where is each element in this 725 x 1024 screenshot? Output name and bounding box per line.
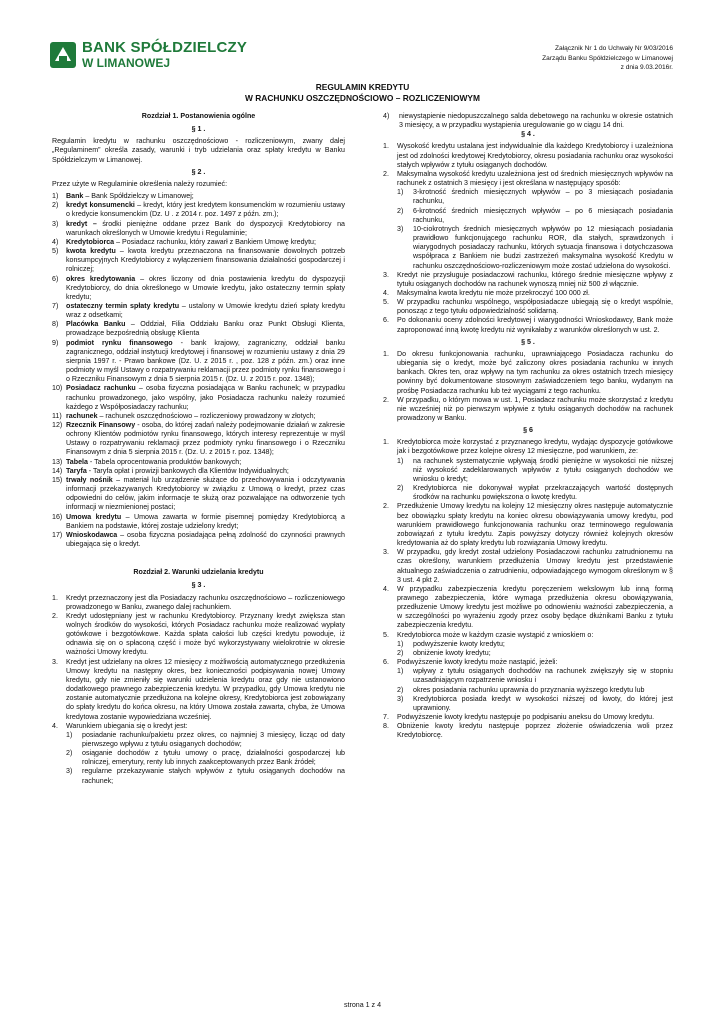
document-title [0, 82, 725, 104]
list-item [52, 201, 345, 219]
item-number: 2) [397, 648, 404, 657]
paragraph-number: § 3 . [191, 581, 206, 590]
item-text: środki pieniężne oddane przez Bank do dyspozycji Kredytobiorcy na warunkach określonych w Umowie kredytu i Regulaminie; [66, 219, 345, 237]
item-number: 9) [52, 338, 59, 347]
defined-term: rachunek [66, 411, 98, 420]
list-item [383, 316, 673, 334]
paragraph-number: § 1 . [191, 125, 206, 134]
item-number: 1) [66, 730, 73, 739]
list-item [52, 412, 345, 421]
sub-list-item [383, 112, 673, 130]
item-number: 1. [52, 593, 58, 602]
item-text: Kredyt jest udzielany na okres 12 miesięcy z możliwością automatycznego przedłużenia Umowy kredytu na następny okres, bez konieczności podpisywania nowej Umowy kredytu, gdy nie zmieniły się warunki udzielenia kredytu oraz gdy nie ustanowiono dodatkowego prawnego zabezpieczenia kredytu. W przypadku, gdy Umowa kredytu nie zostanie automatycznie przedłużona na kolejne okresy, Kredytobiorca jest zobowiązany do spłaty kredytu do końca okresu, na który Umowa została zawarta, chyba, że Umowa kredytowa zostanie wypowiedziana wcześniej. [66, 657, 345, 721]
chapter-heading: Rozdział 1. Postanowienia ogólne [141, 112, 256, 120]
spacer [52, 552, 345, 568]
defined-term: trwały nośnik [66, 475, 113, 484]
sub-list-item [397, 686, 673, 695]
list-item [52, 339, 345, 385]
sub-list-item [66, 731, 345, 749]
defined-term: okres kredytowania [66, 274, 136, 283]
item-text: Warunkiem ubiegania się o kredyt jest: [66, 721, 188, 730]
defined-term: Posiadacz rachunku [66, 384, 136, 393]
list-item [52, 247, 345, 274]
list-item [52, 531, 345, 549]
item-number: 15) [52, 475, 63, 484]
item-number: 1. [383, 142, 389, 151]
item-text: – kwota kredytu przeznaczona na finansowanie dowolnych potrzeb konsumpcyjnych Kredytobiorcy z wyłączeniem finansowania działalności gospodarczej i rolniczej; [66, 247, 345, 274]
item-number: 7. [383, 713, 389, 721]
item-text: - osoba, do której zadań należy podejmowanie działań w zakresie ochrony Klientów podmiotów rynku finansowego, których interesy reprezentuje w myśl Ustawy o rozpatrywaniu reklamacji przez podmioty rynku finansowego i o Rzeczniku Finansowym z dnia 5 sierpnia 2015 r. (Dz. U. z 2015 r. poz. 1348); [66, 421, 346, 457]
item-text: – okres liczony od dnia postawienia kredytu do dyspozycji Kredytobiorcy, do dnia określonego w Umowie kredytu, jako ostateczny termin spłaty kredytu; [66, 274, 345, 301]
item-number: 1. [383, 438, 389, 447]
sub-list [397, 457, 673, 503]
item-text: niewystąpienie niedopuszczalnego salda debetowego na rachunku w okresie ostatnich 3 miesięcy, a w przypadku wystąpienia uregulowanie go w ciągu 14 dni. [399, 112, 673, 130]
list-item [383, 170, 673, 271]
list-item [52, 612, 345, 658]
list-item [52, 658, 345, 722]
item-text: Obniżenie kwoty kredytu następuje poprzez złożenie oświadczenia woli przez Kredytobiorcę. [397, 722, 673, 740]
defined-term: kredyt – [66, 219, 97, 228]
sub-list-item [66, 749, 345, 767]
list-item [383, 722, 673, 740]
left-column [52, 112, 345, 789]
item-number: 1) [397, 639, 404, 648]
item-text: – kredyt, który jest kredytem konsumenckim w rozumieniu ustawy o kredycie konsumenckim (Dz. U . z 2014 r. poz. 1497 z późn. zm.); [66, 201, 345, 219]
list-item [52, 594, 345, 612]
item-number: 3) [397, 224, 404, 233]
paragraph-number: § 6 [523, 426, 533, 435]
defined-term: Kredytobiorca [66, 237, 115, 246]
item-text: obniżenie kwoty kredytu; [413, 648, 491, 657]
item-number: 6) [52, 274, 59, 283]
defined-term: Taryfa [66, 466, 87, 475]
clause-list [383, 350, 673, 423]
right-column [383, 112, 673, 743]
item-number: 17) [52, 530, 63, 539]
item-number: 7) [52, 301, 59, 310]
paragraph-text: Regulamin kredytu w rachunku oszczędnościowo - rozliczeniowym, zwany dalej „Regulaminem” określa zasady, warunki i tryb udzielania oraz spłaty kredytu w Banku Spółdzielczym w Limanowej. [52, 137, 345, 164]
defined-term: Tabela [66, 457, 88, 466]
item-text: – rachunek oszczędnościowo – rozliczeniowy prowadzony w złotych; [97, 411, 316, 420]
item-text: – Posiadacz rachunku, który zawarł z Bankiem Umowę kredytu; [114, 237, 316, 246]
sub-list-item [397, 225, 673, 271]
list-item [383, 502, 673, 548]
item-number: 1) [397, 188, 404, 197]
paragraph-number: § 5 . [521, 337, 535, 346]
item-text: – materiał lub urządzenie służące do przechowywania i odczytywania informacji przekazywanych Kredytobiorcy w związku z Umową o kredyt, przez czas odpowiedni do celów, jakim informacje te służą oraz pozwalające na odtworzenie tych informacji w niezmienionej postaci; [66, 475, 345, 512]
item-number: 3) [397, 694, 404, 703]
item-text: – Umowa zawarta w formie pisemnej pomiędzy Kredytobiorcą a Bankiem na podstawie, której zostaje udzielony kredyt; [66, 512, 345, 530]
item-text: okres posiadania rachunku uprawnia do przyznania wyższego kredytu lub [413, 685, 645, 694]
chapter-heading: Rozdział 2. Warunki udzielania kredytu [133, 568, 264, 577]
item-text: Do okresu funkcjonowania rachunku, uprawniającego Posiadacza rachunku do ubiegania się o kredyt, może być zaliczony okres posiadania rachunku w innych bankach. Okres ten, oraz wpływy na tym rachunku za okres ostatnich trzech miesięcy powinny być dokumentowane stosownym zaświadczeniem tego banku, wydanym na prośbę Posiadacza rachunku lub też wyciągami z tego rachunku. [397, 349, 673, 395]
item-number: 2) [66, 749, 73, 758]
clause-list [52, 192, 345, 549]
item-text: – ustalony w Umowie kredytu dzień spłaty kredytu wraz z odsetkami; [66, 301, 345, 320]
item-number: 1. [383, 349, 389, 358]
clause-list [52, 594, 345, 786]
clause-list [383, 142, 673, 334]
item-text: Maksymalna wysokość kredytu uzależniona jest od średnich miesięcznych wpływów na rachunek z ostatnich 3 miesięcy i jest określana w następujący sposób: [397, 169, 673, 188]
paragraph-text: Przez użyte w Regulaminie określenia należy rozumieć: [52, 179, 228, 188]
item-number: 4) [52, 237, 59, 246]
item-number: 14) [52, 466, 63, 475]
list-item [52, 275, 345, 302]
item-text: wpływy z tytułu osiąganych dochodów na rachunek zwiększyły się w stopniu uzasadniającym rozpatrzenie wniosku i [413, 667, 673, 685]
list-item [383, 396, 673, 423]
sub-list-item [397, 695, 673, 713]
item-text: Po dokonaniu oceny zdolności kredytowej i wiarygodności Wnioskodawcy, Bank może zaproponować inną kwotę kredytu niż wynikałaby z warunków określonych w ust. 2. [397, 316, 673, 334]
logo-line-2: W LIMANOWEJ [82, 56, 170, 70]
item-number: 3. [52, 657, 58, 666]
item-text: W przypadku zabezpieczenia kredytu poręczeniem wekslowym lub inną formą prawnego zabezpieczenia, które wymaga przedłużenia okresu obowiązywania, przedłużenie Umowy kredytu jest możliwe po odnowieniu ważności zabezpieczenia, a w szczególności po wyrażeniu zgody przez osoby będące dłużnikami Banku z tytułu zabezpieczenia kredytu. [397, 584, 673, 630]
item-text: Kredyt nie przysługuje posiadaczowi rachunku, którego średnie miesięczne wpływy z tytułu osiąganych dochodów na rachunek wynoszą mniej niż 500 zł włącznie. [397, 270, 673, 288]
item-text: na rachunek systematycznie wpływają środki pieniężne w wysokości nie niższej niż wysokość zadeklarowanych wpływów z tytułu osiąganych dochodów we wniosku o kredyt; [413, 456, 673, 483]
sub-list-item [397, 484, 673, 502]
defined-term: Rzecznik Finansowy [66, 421, 136, 429]
item-text: posiadanie rachunku/pakietu przez okres, co najmniej 3 miesięcy, licząc od daty pierwszego wpływu z tytułu osiąganych dochodów; [82, 730, 345, 748]
item-number: 3) [52, 219, 59, 228]
sub-list [397, 640, 673, 658]
list-item [52, 302, 345, 320]
list-item [52, 476, 345, 513]
title-line: REGULAMIN KREDYTU [315, 82, 410, 92]
sub-list [66, 731, 345, 786]
item-number: 10) [52, 384, 63, 393]
item-number: 2. [383, 395, 389, 404]
item-text: Kredytobiorca posiada kredyt w wysokości niższej od kwoty, do której jest uprawniony. [413, 694, 673, 712]
attachment-line: z dnia 9.03.2016r. [620, 64, 673, 72]
list-item [52, 467, 345, 476]
item-number: 2) [397, 484, 404, 493]
item-number: 4. [52, 721, 58, 730]
item-number: 2. [52, 611, 58, 620]
defined-term: Placówka Banku [66, 320, 126, 329]
item-number: 1) [52, 192, 59, 201]
sub-list-item [397, 667, 673, 685]
item-text: Kredyt udostępniany jest w rachunku Kredytobiorcy. Przyznany kredyt zwiększa stan wolnych środków do wysokości, których Posiadacz rachunku może realizować wypłaty gotówkowe i bezgotówkowe. Każda spłata całości lub części kredytu powoduje, iż odnawia się on o spłaconą część i może być wykorzystywany wielokrotnie w okresie ważności Umowy kredytu. [66, 611, 345, 657]
bank-logo-mark [50, 42, 76, 68]
list-item [383, 585, 673, 631]
sub-list-item [397, 457, 673, 484]
list-item [383, 289, 673, 298]
sub-list [397, 188, 673, 270]
item-text: Kredytobiorca nie dokonywał wypłat przekraczających wartość dostępnych środków na rachunku powiększona o kwotę kredytu. [413, 484, 673, 502]
paragraph-number: § 2 . [191, 167, 206, 176]
list-item [383, 350, 673, 396]
item-number: 2) [52, 201, 59, 210]
sub-list-item [66, 767, 345, 785]
item-text: – osoba fizyczna posiadająca w Banku rachunek; w przypadku rachunku prowadzonego, jako wspólny, jako Posiadacza rachunku należy rozumieć każdego z Współposiadaczy rachunku; [66, 384, 345, 411]
item-text: W przypadku rachunku wspólnego, współposiadacze ubiegają się o kredyt wspólnie, ponosząc z tego tytułu odpowiedzialność solidarną. [397, 298, 673, 316]
defined-term: Wnioskodawca [66, 530, 118, 539]
item-number: 2) [397, 685, 404, 694]
list-item [52, 513, 345, 531]
list-item [52, 722, 345, 786]
item-number: 8. [383, 722, 389, 731]
list-item [52, 320, 345, 338]
item-number: 12) [52, 421, 63, 429]
title-line: W RACHUNKU OSZCZĘDNOŚCIOWO – ROZLICZENIOWYM [245, 93, 480, 103]
item-text: Kredyt przeznaczony jest dla Posiadaczy rachunku oszczędnościowo – rozliczeniowego prowadzonego w Banku, zwanego dalej rachunkiem. [66, 593, 345, 611]
defined-term: podmiot rynku finansowego [66, 338, 173, 347]
logo-line-1: BANK SPÓŁDZIELCZY [82, 39, 248, 56]
item-text: W przypadku, o którym mowa w ust. 1, Posiadacz rachunku może skorzystać z kredytu nie wcześniej niż po pierwszym wpływie z tytułu osiąganych dochodów na rachunek prowadzony w Banku. [397, 395, 673, 422]
item-text: Przedłużenie Umowy kredytu na kolejny 12 miesięczny okres następuje automatycznie bez obowiązku spłaty kredytu na koniec okresu obowiązywania umowy kredytu, pod warunkiem prawidłowego funkcjonowania rachunku oraz terminowego regulowania zobowiązań z tytułu kredytu. Zapis powyższy dotyczy również kolejnych okresów kredytowania aż do spłaty kredytu lub rozwiązania Umowy kredytu. [397, 502, 673, 548]
list-item [52, 192, 345, 201]
attachment-line: Załącznik Nr 1 do Uchwały Nr 9/03/2016 [554, 45, 673, 52]
item-number: 3. [383, 548, 389, 557]
page-number: strona 1 z 4 [343, 1001, 382, 1009]
item-text: podwyższenie kwoty kredytu; [413, 639, 505, 648]
list-item [383, 548, 673, 585]
item-number: 6. [383, 658, 389, 667]
defined-term: kwota kredytu [66, 247, 116, 256]
item-number: 1) [397, 456, 404, 465]
item-text: 10-ciokrotnych średnich miesięcznych wpływów po 12 miesiącach posiadania prawidłowo funkcjonującego rachunku ROR, dla stałych, sprawdzonych i wiarygodnych posiadaczy rachunku, których sytuacja finansowa i dotychczasowa współpraca z Bankiem nie budzi zastrzeżeń maksymalna wysokość Kredytu w rachunku oszczędnościowo-rozliczeniowym może zostać udzielona do wysokości. [413, 224, 673, 270]
list-item [383, 438, 673, 502]
defined-term: kredyt konsumencki [66, 201, 135, 210]
item-text: Podwyższenie kwoty kredytu następuje po podpisaniu aneksu do Umowy kredytu. [397, 713, 655, 721]
item-number: 5. [383, 630, 389, 639]
item-text: – Oddział, Filia Oddziału Banku oraz Punkt Obsługi Klienta, prowadzące bezpośrednią obsługę Klienta [66, 320, 345, 338]
item-number: 2. [383, 502, 389, 511]
list-item [52, 384, 345, 411]
list-item [52, 220, 345, 238]
item-text: Podwyższenie kwoty kredytu może nastąpić, jeżeli: [397, 658, 558, 667]
item-number: 3) [66, 767, 73, 776]
list-item [383, 298, 673, 316]
item-text: – osoba fizyczna posiadająca pełną zdolność do czynności prawnych ubiegająca się o kredyt. [66, 530, 345, 549]
item-number: 5) [52, 247, 59, 256]
item-text: Maksymalna kwota kredytu nie może przekroczyć 100 000 zł. [397, 288, 590, 297]
item-number: 2) [397, 206, 404, 215]
sub-list-item [397, 649, 673, 658]
item-number: 4. [383, 288, 389, 297]
item-text: – Bank Spółdzielczy w Limanowej; [83, 192, 194, 201]
defined-term: Umowa kredytu [66, 512, 122, 521]
item-text: Wysokość kredytu ustalana jest indywidualnie dla każdego Kredytobiorcy i uzależniona jest od zdolności kredytowej Kredytobiorcy, okresu posiadania rachunku oraz wysokości stałych wpływów z tytułu osiąganych dochodów. [397, 142, 673, 169]
item-text: Kredytobiorca może w każdym czasie wystąpić z wnioskiem o: [397, 630, 594, 639]
sub-list-item [397, 207, 673, 225]
list-item [52, 238, 345, 247]
item-number: 3. [383, 270, 389, 279]
paragraph-number: § 4 . [521, 130, 535, 139]
attachment-note [542, 44, 673, 73]
item-number: 4) [383, 112, 390, 120]
list-item [52, 421, 345, 458]
item-number: 6. [383, 316, 389, 325]
item-number: 4. [383, 584, 389, 593]
item-number: 5. [383, 298, 389, 307]
item-text: - Taryfa opłat i prowizji bankowych dla Klientów Indywidualnych; [86, 466, 289, 475]
list-item [383, 658, 673, 713]
defined-term: ostateczny termin spłaty kredytu [66, 301, 180, 310]
sub-list [397, 667, 673, 713]
attachment-line: Zarządu Banku Spółdzielczego w Limanowej [542, 54, 673, 62]
list-item [383, 631, 673, 658]
item-number: 13) [52, 457, 63, 466]
item-text: - Tabela oprocentowania produktów bankowych; [87, 457, 242, 466]
item-number: 11) [52, 411, 62, 420]
item-text: 6-krotność średnich miesięcznych wpływów – po 6 miesiącach posiadania rachunku, [413, 206, 673, 224]
bank-logo [50, 40, 247, 69]
item-text: W przypadku, gdy kredyt został udzielony Posiadaczowi rachunku zatrudnionemu na czas określony, warunkiem przedłużenia Umowy kredytu jest przedstawienie aktualnego zaświadczenia o zatrudnieniu, odpowiadającego wymogom określonym w § 3 ust. 4 pkt 2. [397, 548, 673, 584]
item-number: 1) [397, 667, 404, 676]
item-text: Kredytobiorca może korzystać z przyznanego kredytu, wydając dyspozycje gotówkowe jak i bezgotówkowe przez kolejne okresy 12 miesięczne, pod warunkiem, że: [397, 438, 673, 456]
item-number: 8) [52, 320, 59, 329]
item-text: osiąganie dochodów z tytułu umowy o pracę, działalności gospodarczej lub rolniczej, emerytury, renty lub innych zaakceptowanych przez Bank źródeł; [82, 749, 345, 767]
item-text: regularne przekazywanie stałych wpływów z tytułu osiąganych dochodów na rachunek; [82, 767, 345, 785]
item-text: 3-krotność średnich miesięcznych wpływów – po 3 miesiącach posiadania rachunku, [413, 188, 673, 206]
sub-list-item [397, 640, 673, 649]
list-item [383, 713, 673, 722]
list-item [383, 142, 673, 169]
clause-list [383, 438, 673, 740]
item-number: 2. [383, 169, 389, 178]
list-item [383, 271, 673, 289]
sub-list-item [397, 188, 673, 206]
list-item [52, 458, 345, 467]
item-text: - bank krajowy, zagraniczny, oddział banku zagranicznego, oddział instytucji kredytowej i finansowej w rozumieniu ustawy z dnia 29 sierpnia 1997 r. - Prawo bankowe (Dz. U. z 2015 r. , poz. 128 z późn. zm.) oraz inne podmioty w myśl Ustawy o rozpatrywaniu reklamacji przez podmioty rynku finansowego i o Rzeczniku Finansowym z dnia 5 sierpnia 2015 r. (Dz. U. z 2015 r. poz. 1348); [66, 338, 345, 384]
sub-list [383, 112, 673, 130]
item-number: 16) [52, 512, 63, 521]
defined-term: Bank [66, 192, 84, 201]
